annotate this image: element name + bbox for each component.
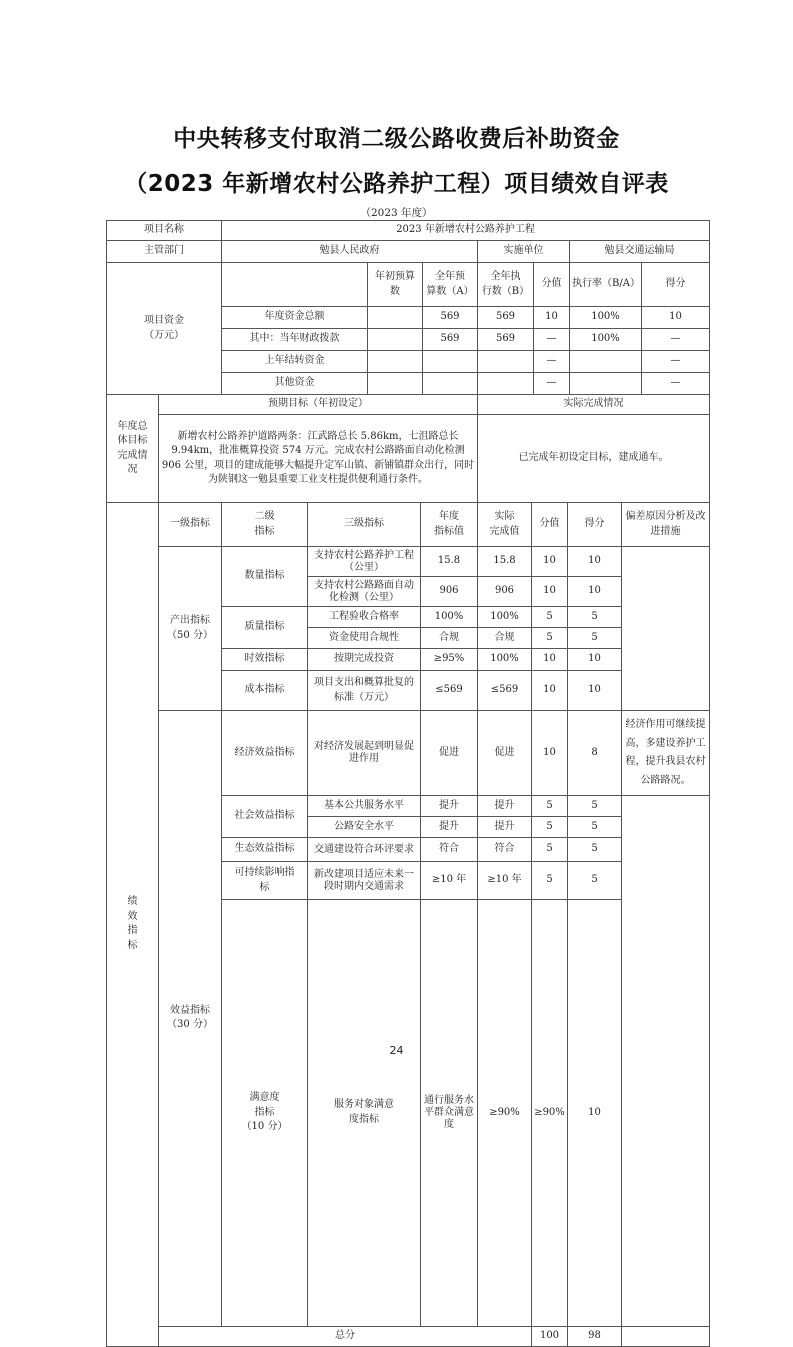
economic-indicator-label: 经济效益指标	[222, 711, 308, 796]
header-deviation: 偏差原因分析及改 进措施	[622, 503, 710, 547]
satisfaction-indicator-label: 满意度 指标 （10 分）	[222, 900, 308, 1327]
table-row: 公路安全水平 提升 提升 5 5	[107, 817, 710, 838]
funds-header-rate: 执行率（B/A）	[570, 263, 642, 307]
goals-actual-text: 已完成年初设定目标，建成通车。	[478, 415, 710, 503]
funds-header-annual: 全年预 算数（A）	[423, 263, 478, 307]
dept-label: 主管部门	[107, 241, 222, 263]
eco-indicator-label: 生态效益指标	[222, 838, 308, 862]
funds-label: 项目资金 （万元）	[107, 263, 222, 395]
impl-value: 勉县交通运输局	[570, 241, 710, 263]
total-row	[107, 1326, 710, 1346]
table-row: 满意度 指标 （10 分） 服务对象满意 度指标 通行服务水平群众满意度 ≥90% ≥90% 10	[107, 900, 710, 1327]
table-row: 资金使用合规性 合规 合规 5 5	[107, 628, 710, 649]
goals-planned-header: 预期目标（年初设定）	[159, 395, 478, 415]
title-line-1: 中央转移支付取消二级公路收费后补助资金	[173, 126, 620, 152]
table-row: 可持续影响指 标 新改建项目适应未来一段时期内交通需求 ≥10 年 ≥10 年 5 5	[107, 862, 710, 900]
output-deviation	[622, 547, 710, 711]
report-year: （2023 年度）	[360, 207, 433, 219]
output-indicator-label: 产出指标 （50 分）	[159, 547, 222, 711]
funds-row: 其中：当年财政拨款 569 569 — 100% —	[107, 329, 710, 351]
benefit-deviation	[622, 796, 710, 1327]
impl-label: 实施单位	[478, 241, 570, 263]
quantity-indicator-label: 数量指标	[222, 547, 308, 607]
total-score-value: 100	[532, 1326, 568, 1346]
project-name-value: 2023 年新增农村公路养护工程	[222, 221, 710, 241]
table-row: 效益指标 （30 分） 经济效益指标 对经济发展起到明显促进作用 促进 促进 10 8 经济作用可继续提高，多建设养护工程，提升我县农村公路路况。	[107, 711, 710, 796]
header-actual: 实际 完成值	[478, 503, 532, 547]
header-level2: 二级 指标	[222, 503, 308, 547]
table-row: 时效指标 按期完成投资 ≥95% 100% 10 10	[107, 649, 710, 671]
service-indicator-label: 服务对象满意 度指标	[308, 900, 421, 1327]
sustain-indicator-label: 可持续影响指 标	[222, 862, 308, 900]
table-row: 质量指标 工程验收合格率 100% 100% 5 5	[107, 607, 710, 628]
goals-actual-header: 实际完成情况	[478, 395, 710, 415]
page-number: 24	[389, 1044, 404, 1057]
benefit-indicator-label: 效益指标 （30 分）	[159, 711, 222, 1327]
header-score-value: 分值	[532, 503, 568, 547]
funds-header-score: 得分	[642, 263, 710, 307]
funds-header-exec: 全年执 行数（B）	[478, 263, 534, 307]
performance-table	[106, 502, 710, 1347]
title-line-2: （2023 年新增农村公路养护工程）项目绩效自评表	[124, 171, 669, 197]
project-name-label: 项目名称	[107, 221, 222, 241]
social-indicator-label: 社会效益指标	[222, 796, 308, 838]
goals-planned-text: 新增农村公路养护道路两条：江武路总长 5.86km，七沮路总长 9.94km，批准概算投资 574 万元。完成农村公路路面自动化检测 906 公里，项目的建成能够大幅提升定军山镇、新铺镇群众出行，同时为陕钢这一勉县重要工业支柱提供便利通行条件。	[159, 415, 478, 503]
header-target: 年度 指标值	[421, 503, 478, 547]
total-label: 总分	[159, 1326, 532, 1346]
funds-row: 年度资金总额 569 569 10 100% 10	[107, 307, 710, 329]
project-info-table	[106, 220, 710, 503]
header-level3: 三级指标	[308, 503, 421, 547]
funds-row: 其他资金 — —	[107, 373, 710, 395]
timeliness-indicator-label: 时效指标	[222, 649, 308, 671]
total-deviation	[622, 1326, 710, 1346]
funds-header-blank	[222, 263, 368, 307]
performance-label: 绩 效 指 标	[107, 503, 159, 1347]
funds-header-initial: 年初预算 数	[368, 263, 423, 307]
table-row: 成本指标 项目支出和概算批复的标准（万元） ≤569 ≤569 10 10	[107, 671, 710, 711]
funds-row: 上年结转资金 — —	[107, 351, 710, 373]
total-score: 98	[568, 1326, 622, 1346]
goals-label: 年度总 体目标 完成情 况	[107, 395, 159, 503]
table-row: 生态效益指标 交通建设符合环评要求 符合 符合 5 5	[107, 838, 710, 862]
dept-value: 勉县人民政府	[222, 241, 478, 263]
header-score: 得分	[568, 503, 622, 547]
funds-header-score-value: 分值	[534, 263, 570, 307]
quality-indicator-label: 质量指标	[222, 607, 308, 649]
table-row: 社会效益指标 基本公共服务水平 提升 提升 5 5	[107, 796, 710, 817]
table-row: 支持农村公路路面自动化检测（公里） 906 906 10 10	[107, 577, 710, 607]
header-level1: 一级指标	[159, 503, 222, 547]
table-row: 产出指标 （50 分） 数量指标 支持农村公路养护工程（公里） 15.8 15.8 10 10	[107, 547, 710, 577]
cost-indicator-label: 成本指标	[222, 671, 308, 711]
